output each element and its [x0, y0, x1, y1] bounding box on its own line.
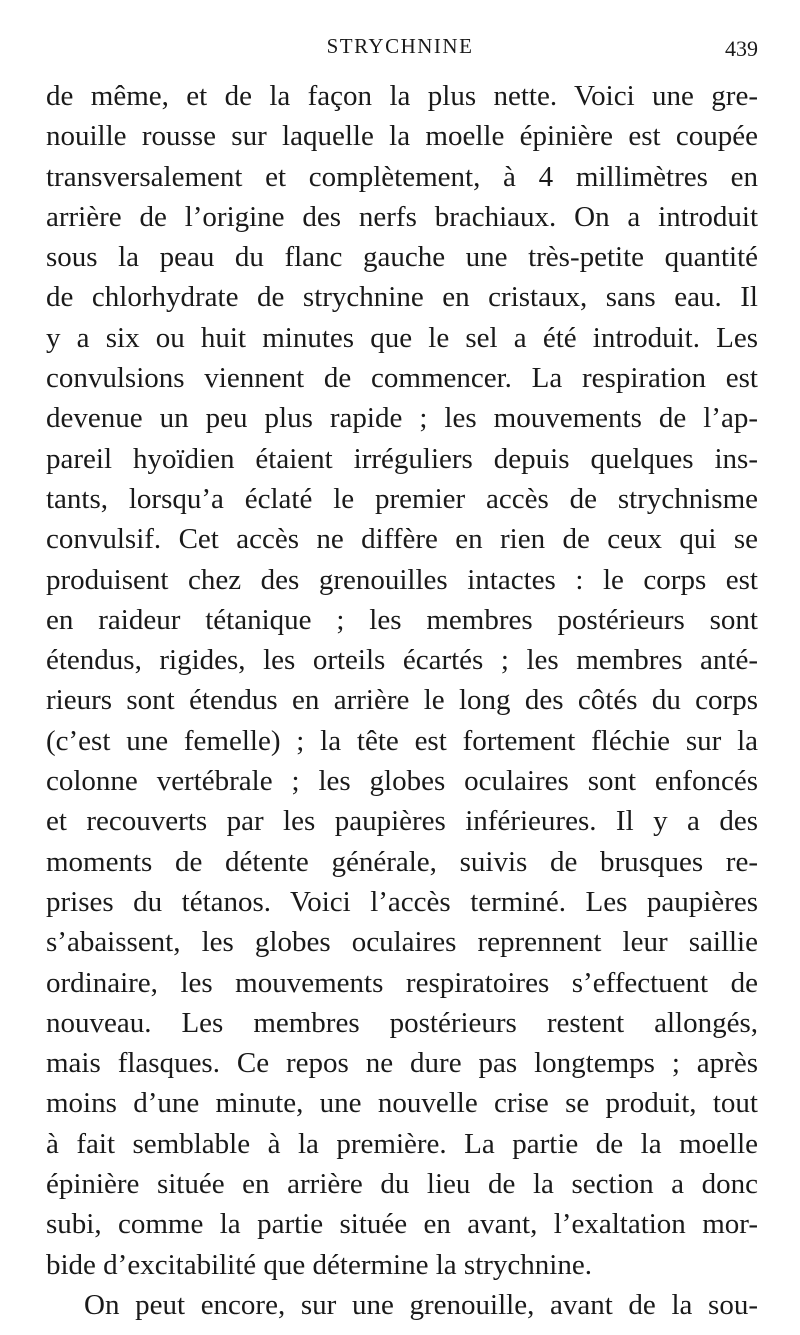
text-line: devenue un peu plus rapide ; les mouvements de l’ap- [46, 402, 758, 435]
running-header [0, 30, 800, 64]
text-line: convulsions viennent de commencer. La respiration est [46, 362, 758, 395]
text-line: nouveau. Les membres postérieurs restent allongés, [46, 1006, 758, 1039]
text-line: (c’est une femelle) ; la tête est fortement fléchie sur la [46, 724, 758, 757]
text-line: produisent chez des grenouilles intactes : le corps est [46, 563, 758, 596]
text-line: ordinaire, les mouvements respiratoires s’effectuent de [46, 966, 758, 999]
text-line: étendus, rigides, les orteils écartés ; les membres anté- [46, 644, 758, 677]
text-line: mais flasques. Ce repos ne dure pas longtemps ; après [46, 1047, 758, 1080]
paragraph-end-line: bide d’excitabilité que détermine la strychnine. [46, 1248, 592, 1281]
text-line: à fait semblable à la première. La partie de la moelle [46, 1127, 758, 1160]
text-line: convulsif. Cet accès ne diffère en rien de ceux qui se [46, 523, 758, 556]
text-line: rieurs sont étendus en arrière le long des côtés du corps [46, 684, 758, 717]
text-line: transversalement et complètement, à 4 millimètres en [46, 160, 758, 193]
text-line: nouille rousse sur laquelle la moelle épinière est coupée [46, 120, 758, 153]
running-title: STRYCHNINE [326, 34, 474, 58]
paragraph-start-line: On peut encore, sur une grenouille, avant de la sou- [84, 1288, 758, 1321]
text-line: tants, lorsqu’a éclaté le premier accès de strychnisme [46, 482, 758, 515]
text-line: de même, et de la façon la plus nette. Voici une gre- [46, 80, 758, 112]
text-line: de chlorhydrate de strychnine en cristaux, sans eau. Il [46, 281, 758, 314]
text-line: moments de détente générale, suivis de brusques re- [46, 845, 758, 878]
text-line: pareil hyoïdien étaient irréguliers depuis quelques ins- [46, 442, 758, 475]
text-line: prises du tétanos. Voici l’accès terminé. Les paupières [46, 885, 758, 918]
text-line: en raideur tétanique ; les membres postérieurs sont [46, 603, 758, 636]
text-line: s’abaissent, les globes oculaires reprennent leur saillie [46, 926, 758, 959]
body-text [46, 76, 758, 1325]
page-number: 439 [725, 36, 758, 61]
text-line: moins d’une minute, une nouvelle crise se produit, tout [46, 1087, 758, 1120]
text-line: subi, comme la partie située en avant, l’exaltation mor- [46, 1208, 758, 1241]
text-line: arrière de l’origine des nerfs brachiaux. On a introduit [46, 200, 758, 233]
text-line: et recouverts par les paupières inférieures. Il y a des [46, 805, 758, 838]
text-line: colonne vertébrale ; les globes oculaires sont enfoncés [46, 765, 758, 798]
text-line: y a six ou huit minutes que le sel a été introduit. Les [46, 321, 758, 354]
text-line: épinière située en arrière du lieu de la section a donc [46, 1168, 758, 1201]
text-line: sous la peau du flanc gauche une très-petite quantité [46, 241, 758, 274]
